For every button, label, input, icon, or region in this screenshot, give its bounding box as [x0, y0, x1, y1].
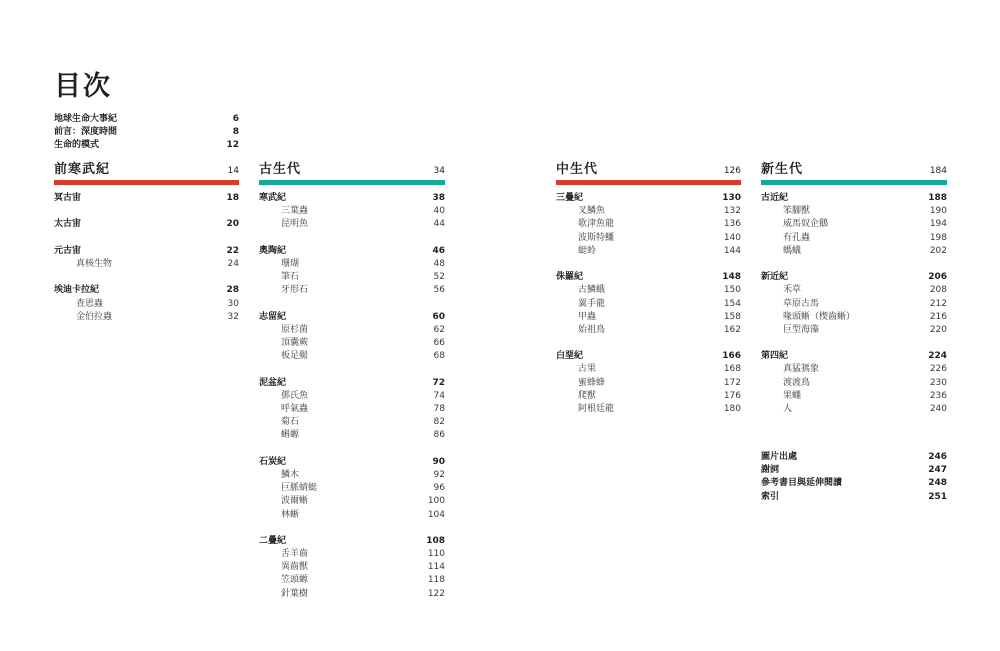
entry-page: 202 — [929, 245, 947, 256]
entry-label: 草原古馬 — [783, 298, 820, 309]
entry-page: 162 — [723, 324, 741, 335]
entry-page: 90 — [432, 456, 445, 467]
entry-page: 28 — [226, 285, 239, 296]
entry-page: 246 — [928, 452, 947, 462]
column-cenozoic — [761, 161, 947, 429]
entry-page: 150 — [723, 285, 741, 296]
period-entry[interactable] — [556, 350, 741, 363]
column-precambrian — [54, 161, 239, 337]
toc-entry[interactable] — [761, 464, 947, 477]
entry-page: 122 — [427, 588, 445, 599]
entry-page: 148 — [722, 272, 741, 283]
section-title: 前寒武紀 — [54, 162, 111, 177]
section-header[interactable] — [556, 161, 741, 187]
entry-page: 230 — [929, 377, 947, 388]
subentry[interactable] — [259, 574, 445, 587]
entry-page: 110 — [427, 549, 445, 560]
entry-label: 喙頭蜥（楔齒蜥） — [783, 311, 856, 322]
toc-entry[interactable] — [761, 491, 947, 504]
entry-page: 30 — [227, 298, 239, 309]
entry-label: 板足鱟 — [281, 351, 309, 362]
page-title: 目次 — [54, 71, 112, 102]
entry-page: 24 — [227, 258, 239, 269]
entry-label: 螞蟻 — [783, 245, 802, 256]
subentry[interactable] — [556, 218, 741, 231]
entry-label: 笨腳獸 — [783, 206, 811, 217]
entry-label: 巨脈蜻蜓 — [281, 483, 318, 494]
entry-page: 48 — [433, 258, 445, 269]
section-header[interactable] — [761, 161, 947, 187]
subentry[interactable] — [556, 390, 741, 403]
entry-label: 鄧氏魚 — [281, 390, 309, 401]
entry-label: 查恩蟲 — [76, 298, 104, 309]
entry-label: 有孔蟲 — [783, 232, 811, 243]
entry-label: 第四紀 — [761, 351, 789, 362]
subentry[interactable] — [54, 258, 239, 271]
entry-page: 194 — [929, 219, 947, 230]
column-mesozoic — [556, 161, 741, 429]
subentry[interactable] — [556, 363, 741, 376]
entry-page: 208 — [929, 285, 947, 296]
entry-label: 果蠅 — [783, 390, 802, 401]
entry-label: 寒武紀 — [259, 193, 287, 203]
subentry[interactable] — [259, 482, 445, 495]
entry-label: 翼手龍 — [578, 298, 606, 309]
subentry[interactable] — [556, 311, 741, 324]
entry-label: 鱗木 — [281, 469, 300, 480]
entry-page: 46 — [432, 245, 445, 256]
entry-page: 136 — [723, 219, 741, 230]
subentry[interactable] — [259, 416, 445, 429]
entry-label: 菊石 — [281, 417, 300, 428]
entry-label: 巨型海藻 — [783, 324, 820, 335]
entry-label: 波斯特鱷 — [578, 232, 615, 243]
entry-label: 金伯拉蟲 — [76, 311, 113, 322]
entry-page: 74 — [433, 390, 445, 401]
period-entry[interactable] — [259, 192, 445, 205]
entry-label: 參考書目與延伸閱讀 — [761, 478, 843, 489]
subentry[interactable] — [259, 509, 445, 522]
section-color-bar — [54, 180, 239, 185]
entry-page: 118 — [427, 575, 445, 586]
subentry[interactable] — [556, 205, 741, 218]
subentry[interactable] — [761, 390, 947, 403]
entry-page: 212 — [929, 298, 947, 309]
entry-label: 甲蟲 — [578, 311, 597, 322]
entry-page: 247 — [928, 465, 947, 476]
subentry[interactable] — [259, 271, 445, 284]
entry-page: 82 — [433, 417, 445, 428]
subentry[interactable] — [259, 205, 445, 218]
entry-label: 元古宙 — [54, 245, 82, 256]
entry-label: 林蜥 — [281, 509, 300, 520]
entry-page: 52 — [433, 272, 445, 283]
subentry[interactable] — [259, 429, 445, 442]
entry-label: 三疊紀 — [556, 193, 584, 203]
entry-page: 140 — [723, 232, 741, 243]
entry-label: 前言：深度時間 — [54, 127, 118, 138]
entry-page: 188 — [928, 193, 947, 203]
section-color-bar — [761, 180, 947, 185]
section-title: 古生代 — [259, 162, 302, 177]
entry-page: 96 — [433, 483, 445, 494]
period-entry[interactable] — [259, 456, 445, 469]
subentry[interactable] — [259, 218, 445, 231]
entry-label: 筆石 — [281, 272, 300, 283]
entry-label: 頂囊蕨 — [281, 338, 309, 349]
subentry[interactable] — [761, 298, 947, 311]
entry-label: 奧陶紀 — [259, 245, 287, 256]
subentry[interactable] — [259, 469, 445, 482]
subentry[interactable] — [259, 337, 445, 350]
entry-page: 216 — [929, 311, 947, 322]
subentry[interactable] — [259, 324, 445, 337]
entry-page: 38 — [432, 193, 445, 203]
section-header[interactable] — [54, 161, 239, 187]
entry-page: 206 — [928, 272, 947, 283]
section-page: 184 — [929, 166, 947, 176]
entry-page: 236 — [929, 390, 947, 401]
entry-label: 牙形石 — [281, 285, 309, 296]
subentry[interactable] — [761, 245, 947, 258]
subentry[interactable] — [259, 350, 445, 363]
period-entry[interactable] — [556, 192, 741, 205]
entry-label: 呼氣蟲 — [281, 404, 309, 414]
subentry[interactable] — [761, 324, 947, 337]
subentry[interactable] — [259, 403, 445, 416]
subentry[interactable] — [761, 377, 947, 390]
entry-label: 人 — [783, 404, 793, 414]
subentry[interactable] — [556, 284, 741, 297]
subentry[interactable] — [761, 218, 947, 231]
subentry[interactable] — [556, 403, 741, 416]
period-entry[interactable] — [259, 311, 445, 324]
section-header[interactable] — [259, 161, 445, 187]
subentry[interactable] — [259, 548, 445, 561]
back-matter-list — [761, 451, 947, 504]
toc-entry[interactable] — [54, 113, 239, 126]
entry-label: 蝌螈 — [281, 430, 300, 441]
entry-page: 62 — [433, 324, 445, 335]
entry-label: 太古宙 — [54, 219, 82, 230]
subentry[interactable] — [761, 403, 947, 416]
entry-page: 226 — [929, 364, 947, 375]
period-entry[interactable] — [259, 535, 445, 548]
entry-page: 68 — [433, 351, 445, 362]
entry-page: 22 — [226, 245, 239, 256]
subentry[interactable] — [54, 311, 239, 324]
entry-label: 異齒獸 — [281, 562, 309, 573]
entry-page: 66 — [433, 338, 445, 349]
period-entry[interactable] — [259, 377, 445, 390]
section-title: 新生代 — [761, 162, 804, 177]
subentry[interactable] — [556, 245, 741, 258]
entry-label: 索引 — [761, 491, 780, 502]
entry-page: 144 — [723, 245, 741, 256]
subentry[interactable] — [556, 377, 741, 390]
subentry[interactable] — [761, 284, 947, 297]
entry-page: 60 — [432, 311, 445, 322]
entry-page: 20 — [226, 219, 239, 230]
entry-page: 32 — [227, 311, 239, 322]
toc-entry[interactable] — [761, 451, 947, 464]
entry-page: 168 — [723, 364, 741, 375]
entry-page: 18 — [226, 193, 239, 203]
entry-label: 珊瑚 — [281, 258, 300, 269]
entry-page: 108 — [426, 535, 445, 546]
entry-label: 侏羅紀 — [556, 272, 584, 283]
entry-label: 原杉菌 — [281, 324, 309, 335]
entry-label: 叉鱗魚 — [578, 206, 606, 217]
subentry[interactable] — [259, 390, 445, 403]
entry-page: 251 — [928, 491, 947, 502]
entry-label: 針葉樹 — [281, 588, 309, 599]
period-entry[interactable] — [54, 245, 239, 258]
entry-page: 114 — [427, 562, 445, 573]
entry-label: 冥古宙 — [54, 193, 82, 203]
entry-page: 198 — [929, 232, 947, 243]
toc-entry[interactable] — [54, 126, 239, 139]
period-entry[interactable] — [761, 192, 947, 205]
entry-label: 二疊紀 — [259, 535, 287, 546]
section-color-bar — [556, 180, 741, 185]
entry-label: 謝詞 — [761, 465, 780, 476]
entry-label: 志留紀 — [259, 311, 287, 322]
entry-label: 真核生物 — [76, 258, 113, 269]
entry-page: 154 — [723, 298, 741, 309]
subentry[interactable] — [761, 232, 947, 245]
entry-label: 新近紀 — [761, 272, 789, 283]
entry-label: 古近紀 — [761, 193, 789, 203]
entry-page: 166 — [722, 351, 741, 362]
subentry[interactable] — [761, 205, 947, 218]
period-entry[interactable] — [54, 284, 239, 297]
section-page: 126 — [723, 166, 741, 176]
entry-label: 笠頭螈 — [281, 575, 309, 586]
period-entry[interactable] — [259, 245, 445, 258]
intro-list — [54, 113, 239, 153]
entry-label: 蜜蜂蜂 — [578, 377, 606, 388]
period-entry[interactable] — [761, 271, 947, 284]
entry-label: 舌羊齒 — [281, 549, 309, 560]
subentry[interactable] — [556, 232, 741, 245]
entry-page: 248 — [928, 478, 947, 489]
entry-label: 三葉蟲 — [281, 206, 309, 217]
entry-page: 240 — [929, 404, 947, 414]
entry-label: 昆明魚 — [281, 219, 309, 230]
entry-page: 180 — [723, 404, 741, 414]
entry-label: 古鱗蛾 — [578, 285, 606, 296]
entry-label: 白堊紀 — [556, 351, 584, 362]
entry-page: 92 — [433, 469, 445, 480]
entry-label: 渡渡鳥 — [783, 377, 811, 388]
entry-label: 蜓蛉 — [578, 245, 597, 256]
subentry[interactable] — [259, 495, 445, 508]
subentry[interactable] — [54, 298, 239, 311]
entry-page: 176 — [723, 390, 741, 401]
entry-page: 130 — [722, 193, 741, 203]
toc-entry[interactable] — [761, 477, 947, 490]
entry-label: 威馬奴企鵝 — [783, 219, 829, 230]
column-paleozoic — [259, 161, 445, 614]
entry-page: 104 — [427, 509, 445, 520]
period-entry[interactable] — [54, 218, 239, 231]
entry-page: 72 — [432, 377, 445, 388]
subentry[interactable] — [761, 311, 947, 324]
entry-label: 真猛獁象 — [783, 364, 820, 375]
entry-label: 波爾蜥 — [281, 496, 309, 507]
entry-page: 8 — [232, 127, 239, 138]
entry-page: 78 — [433, 404, 445, 414]
entry-page: 224 — [928, 351, 947, 362]
period-entry[interactable] — [556, 271, 741, 284]
entry-label: 禾草 — [783, 285, 802, 296]
entry-page: 100 — [427, 496, 445, 507]
entry-label: 歌津魚龍 — [578, 219, 615, 230]
period-entry[interactable] — [54, 192, 239, 205]
entry-page: 172 — [723, 377, 741, 388]
entry-page: 12 — [226, 140, 239, 151]
entry-page: 158 — [723, 311, 741, 322]
entry-label: 爬獸 — [578, 390, 597, 401]
subentry[interactable] — [761, 363, 947, 376]
entry-page: 44 — [433, 219, 445, 230]
subentry[interactable] — [259, 258, 445, 271]
entry-page: 190 — [929, 206, 947, 217]
entry-label: 石炭紀 — [259, 456, 287, 467]
section-color-bar — [259, 180, 445, 185]
entry-page: 132 — [723, 206, 741, 217]
subentry[interactable] — [259, 588, 445, 601]
entry-label: 埃迪卡拉紀 — [54, 285, 100, 296]
entry-page: 220 — [929, 324, 947, 335]
entry-label: 古果 — [578, 364, 597, 375]
subentry[interactable] — [556, 298, 741, 311]
entry-label: 生命的模式 — [54, 140, 100, 151]
subentry[interactable] — [259, 284, 445, 297]
section-page: 34 — [433, 166, 445, 176]
entry-label: 泥盆紀 — [259, 377, 287, 388]
entry-page: 40 — [433, 206, 445, 217]
period-entry[interactable] — [761, 350, 947, 363]
entry-label: 地球生命大事紀 — [54, 114, 118, 124]
section-page: 14 — [227, 166, 239, 176]
entry-label: 圖片出處 — [761, 452, 798, 462]
entry-label: 阿根廷龍 — [578, 404, 615, 414]
section-title: 中生代 — [556, 162, 599, 177]
subentry[interactable] — [556, 324, 741, 337]
subentry[interactable] — [259, 561, 445, 574]
entry-page: 6 — [232, 114, 239, 124]
entry-page: 86 — [433, 430, 445, 441]
toc-entry[interactable] — [54, 139, 239, 152]
entry-label: 始祖鳥 — [578, 324, 606, 335]
entry-page: 56 — [433, 285, 445, 296]
